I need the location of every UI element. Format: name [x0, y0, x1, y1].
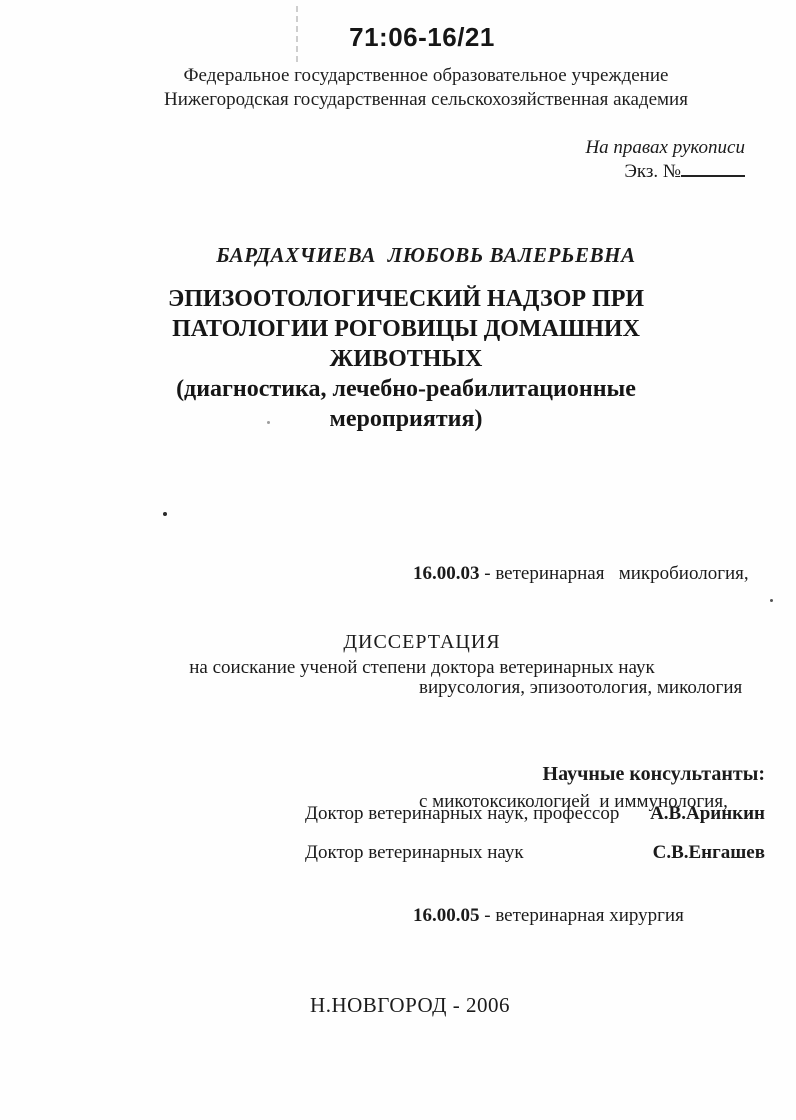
specialty-line-3: с микотоксикологией и иммунология,: [419, 791, 728, 812]
specialty-line-2: вирусология, эпизоотология, микология: [419, 677, 743, 698]
title-line-1: ЭПИЗООТОЛОГИЧЕСКИЙ НАДЗОР ПРИ: [167, 286, 645, 312]
dissertation-subheading: на соискание ученой степени доктора ветеринарных наук: [189, 657, 655, 678]
title-line-2: ПАТОЛОГИИ РОГОВИЦЫ ДОМАШНИХ: [172, 316, 640, 342]
institution-line-2: Нижегородская государственная сельскохозяйственная академия: [164, 89, 688, 110]
title-subtitle-line-1: (диагностика, лечебно-реабилитационные: [176, 376, 636, 402]
specialty-desc-1: - ветеринарная микробиология,: [479, 563, 749, 584]
consultant-row: [305, 803, 765, 825]
consultant-name: С.В.Енгашев: [652, 842, 765, 863]
specialty-code-2: 16.00.05: [413, 905, 480, 926]
author-name: БАРДАХЧИЕВА ЛЮБОВЬ ВАЛЕРЬЕВНА: [216, 243, 636, 267]
dissertation-title: [8, 284, 796, 434]
consultants-block: [305, 763, 765, 864]
scan-artifact-dot: [163, 512, 167, 516]
specialty-line-4: [413, 897, 779, 935]
catalog-number: 71:06-16/21: [349, 22, 495, 52]
title-line-3: ЖИВОТНЫХ: [329, 346, 483, 372]
consultant-row: [305, 842, 765, 864]
copy-number-blank: [681, 163, 745, 177]
consultant-position: Доктор ветеринарных наук: [305, 842, 524, 863]
consultant-name: А.В.Аринкин: [650, 803, 765, 824]
specialty-line-1: [413, 555, 779, 593]
specialty-desc-2: - ветеринарная хирургия: [479, 905, 684, 926]
manuscript-rights-note: На правах рукописи: [585, 137, 745, 158]
dissertation-heading: ДИССЕРТАЦИЯ: [343, 631, 501, 653]
consultants-heading: Научные консультанты:: [542, 763, 765, 785]
copy-number-line: [585, 160, 745, 184]
dissertation-type-block: [24, 631, 796, 679]
copy-number-label: Экз. №: [624, 161, 681, 182]
specialty-block: [413, 479, 779, 1011]
city-year-line: Н.НОВГОРОД - 2006: [310, 993, 510, 1017]
consultant-position: Доктор ветеринарных наук, профессор: [305, 803, 620, 824]
manuscript-rights-block: [585, 136, 745, 184]
title-subtitle-line-2: мероприятия): [329, 406, 483, 432]
institution-block: [28, 64, 796, 112]
institution-line-1: Федеральное государственное образовательное учреждение: [183, 65, 669, 86]
specialty-code-1: 16.00.03: [413, 563, 480, 584]
